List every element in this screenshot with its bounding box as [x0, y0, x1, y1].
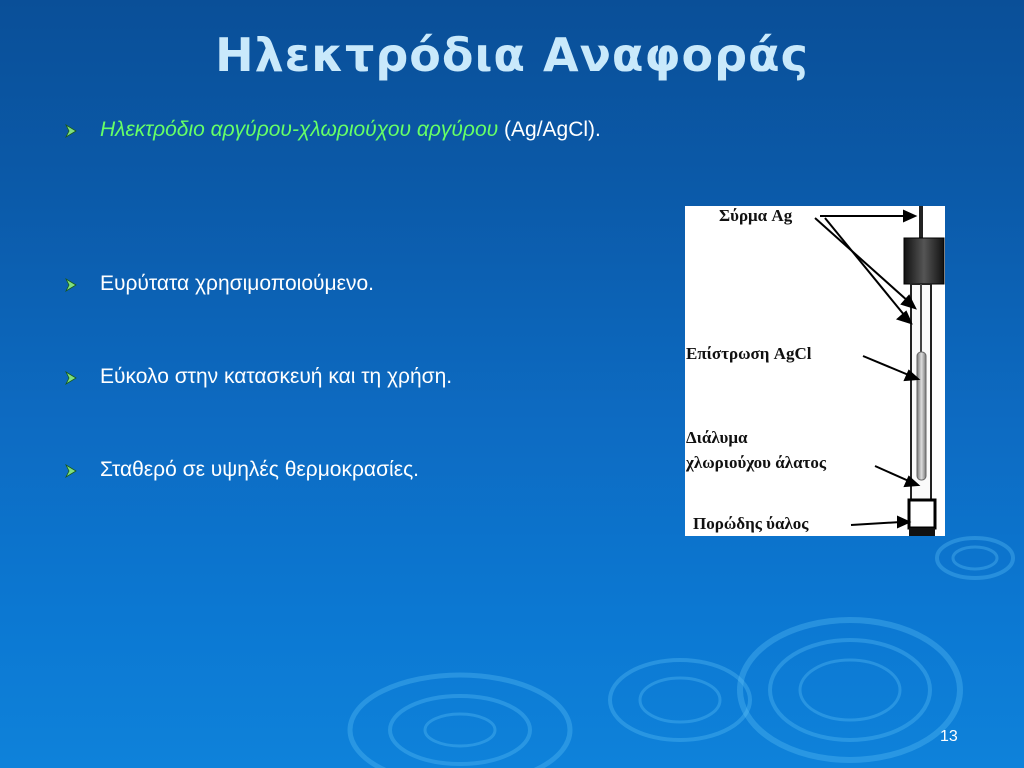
label-porous-glass: Πορώδης ύαλος	[693, 514, 809, 533]
bullet-text: (Ag/AgCl).	[498, 118, 601, 141]
arrow-bullet-icon	[64, 371, 78, 385]
page-number: 13	[940, 728, 958, 745]
bullet-item	[64, 458, 419, 482]
bullet-text: Ευρύτατα χρησιμοποιούμενο.	[100, 272, 374, 295]
arrow-bullet-icon	[64, 278, 78, 292]
electrode-diagram	[685, 206, 945, 536]
slide-title: Ηλεκτρόδια Αναφοράς	[215, 28, 809, 82]
bullet-item	[64, 365, 452, 389]
bullet-italic-text: Ηλεκτρόδιο αργύρου-χλωριούχου αργύρου	[100, 118, 499, 141]
arrow-bullet-icon	[64, 464, 78, 478]
bullet-item	[64, 118, 601, 142]
label-solution-line1: Διάλυμα	[686, 428, 748, 447]
label-solution-line2: χλωριούχου άλατος	[686, 453, 827, 472]
bullet-text: Σταθερό σε υψηλές θερμοκρασίες.	[100, 458, 420, 481]
label-agcl-coating: Επίστρωση AgCl	[686, 344, 812, 363]
arrow-bullet-icon	[64, 124, 78, 138]
label-ag-wire: Σύρμα Ag	[719, 206, 793, 225]
bullet-text: Εύκολο στην κατασκευή και τη χρήση.	[100, 365, 453, 388]
bullet-item	[64, 272, 374, 296]
electrode-drawing	[685, 206, 945, 536]
